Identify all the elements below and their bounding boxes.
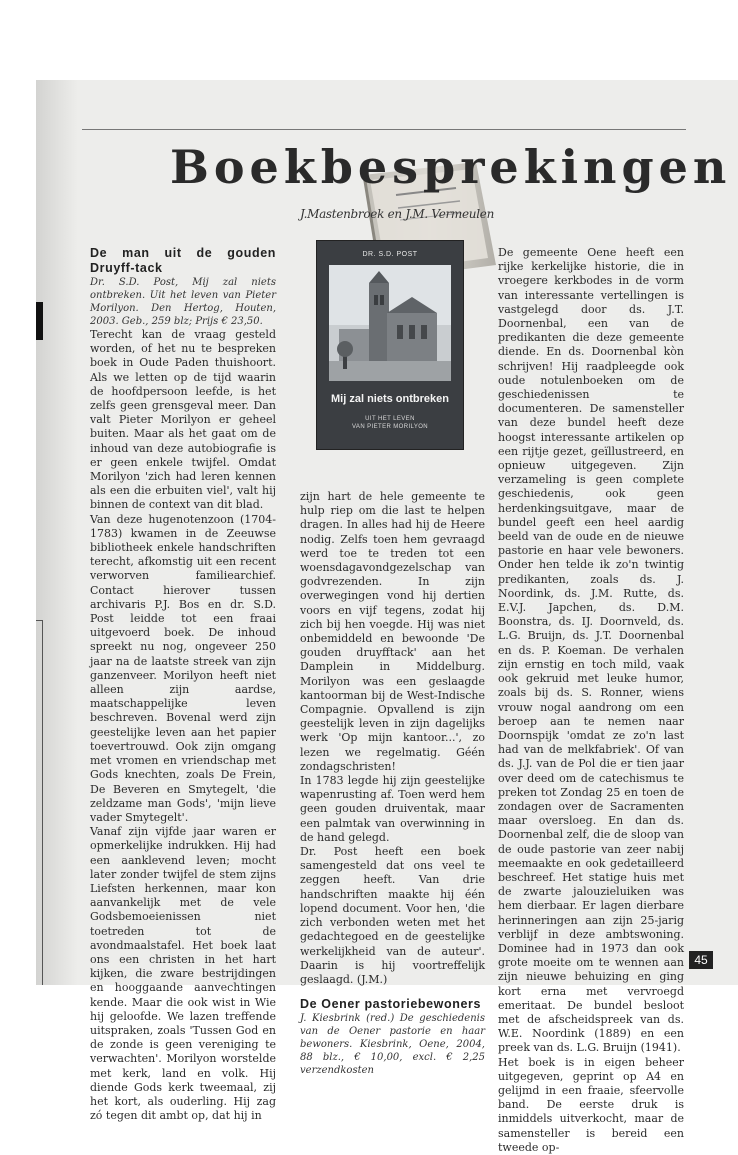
- book-reference: Dr. S.D. Post, Mij zal niets ontbreken. Uit het leven van Pieter Morilyon. Den Hertog, Houten, 2003. Geb., 259 blz; Prijs € 23,50.: [90, 277, 276, 327]
- column-middle: [300, 490, 485, 1077]
- edge-bracket: [36, 620, 43, 985]
- paragraph: De gemeente Oene heeft een rijke kerkelijke historie, die in vroegere kerkbodes in de vorm van interessante vertellingen is vastgelegd door ds. J.T. Doornenbal, een van de predikanten die deze gemeente diende. En ds. Doornenbal kòn schrijven! Hij raadpleegde ook oude notulenboeken om de geschiedenissen te documenteren. De samensteller van deze bundel heeft deze hoogst interessante artikelen op een rijtje gezet, geïllustreerd, en opnieuw uitgegeven. Zijn verzameling is geen complete geschiedenis, ook geen herdenkingsuitgave, maar de bundel geeft een heel aardig beeld van de oude en de nieuwe pastorie en haar vele bewoners. Onder hen telde ik zo'n twintig predikanten, zoals ds. J. Noordink, ds. J.M. Rutte, ds. E.V.J. Japchen, ds. D.M. Boonstra, ds. IJ. Doornveld, ds. L.G. Bruijn, ds. J.T. Doornenbal en ds. P. Koeman. De verhalen zijn ernstig en toch mild, vaak ook gekruid met leuke humor, zoals bij ds. S. Ronner, wiens vrouw nogal aandrong om een beroep aan te nemen naar Doornspijk 'omdat ze zo'n last had van de melkfabriek'. Of van ds. J.J. van de Pol die er tien jaar over deed om de catechismus te preken tot Zondag 25 en toen de zondagen over de Sacramenten maar oversloeg. En dan ds. Doornenbal zelf, die de sloop van de oude pastorie van zeer nabij meemaakte en ook gedetailleerd beschreef. Het statige huis met de zwarte jalouzieluiken was hem dierbaar. Er lagen dierbare herinneringen aan zijn 25-jarig verblijf in deze ambtswoning. Dominee had in 1973 dan ook grote moeite om te wennen aan zijn nieuwe behuizing en ging kort erna met vervroegd emeritaat. De bundel besloot met de afscheidspreek van ds. W.E. Noordink (1889) en een preek van ds. L.G. Bruijn (1941).: [498, 246, 684, 1055]
- page-number: 45: [689, 951, 713, 969]
- header-rule: [82, 129, 686, 130]
- paragraph: Dr. Post heeft een boek samengesteld dat ons veel te zeggen heeft. Van drie handschriften maakte hij één lopend document. Voor hen, 'die zich verbonden weten met het gedachtegoed en de geestelijke werkelijkheid van de auteur'. Daarin is hij voortreffelijk geslaagd. (J.M.): [300, 845, 485, 986]
- cover-subtitle: [317, 415, 463, 431]
- paragraph: Het boek is in eigen beheer uitgegeven, geprint op A4 en gelijmd in een fraaie, sfeervolle band. De eerste druk is inmiddels uitverkocht, maar de samensteller is bereid een tweede op-: [498, 1055, 684, 1154]
- paragraph: zijn hart de hele gemeente te hulp riep om die last te helpen dragen. In alles had hij de Heere nodig. Zelfs toen hem gevraagd werd toe te treden tot een woensdagavondgezelschap van godvrezenden. In zijn overwegingen vond hij dertien voors en vijf tegens, zodat hij zich bij hen voegde. Hij was niet onbemiddeld en bewoonde 'De gouden druyfftack' aan het Damplein in Middelburg. Morilyon was een geslaagde kantoorman bij de West-Indische Compagnie. Opvallend is zijn geestelijk leven in zijn dagelijks werk 'Op mijn kantoor...', zo lezen we regelmatig. Géén zondagschristen!: [300, 490, 485, 773]
- paragraph: Terecht kan de vraag gesteld worden, of het nu te bespreken boek in Oude Paden thuishoort. Als we letten op de tijd waarin de hoofdpersoon leefde, is het zelfs geen grensgeval meer. Dan valt Pieter Morilyon er geheel buiten. Maar als het gaat om de inhoud van deze autobiografie is er geen enkele twijfel. Omdat Morilyon 'zich had leren kennen als een die erbuiten viel', valt hij binnen de context van dit blad.: [90, 328, 276, 512]
- cover-subtitle-line: UIT HET LEVEN: [365, 416, 415, 422]
- cover-title: Mij zal niets ontbreken: [331, 393, 449, 405]
- paragraph: Van deze hugenotenzoon (1704-1783) kwamen in de Zeeuwse bibliotheek enkele handschriften terecht, afkomstig uit een recent verworven familiearchief. Contact hierover tussen archivaris P.J. Bos en dr. S.D. Post leidde tot een fraai uitgevoerd boek. De inhoud spreekt nu nog, ongeveer 250 jaar na de laatste streek van zijn ganzenveer. Morilyon heeft niet alleen zijn aardse, maatschappelijke leven beschreven. Bovenal werd zijn geestelijke leven aan het papier toevertrouwd. Ook zijn omgang met vromen en vriendschap met Gods knechten, zoals De Frein, De Beveren en Smytegelt, 'die zeldzame man Gods', 'mijn lieve vader Smytegelt'.: [90, 512, 276, 824]
- article-title: De man uit de gouden Druyff-tack: [90, 246, 276, 275]
- book-cover: [316, 240, 464, 450]
- column-left: [90, 246, 276, 1123]
- cover-subtitle-line: VAN PIETER MORILYON: [351, 424, 429, 430]
- paragraph: In 1783 legde hij zijn geestelijke wapenrusting af. Toen werd hem geen gouden druiventak, maar een palmtak van overwinning in de hand gelegd.: [300, 774, 485, 844]
- column-right: [498, 246, 684, 1155]
- paragraph: Vanaf zijn vijfde jaar waren er opmerkelijke indrukken. Hij had een aanklevend leven; mocht later zonder twijfel de stem zijns Liefsten herkennen, maar kon aanvankelijk met de vele Godsbemoeienissen niet toetreden tot de avondmaalstafel. Het boek laat ons een christen in het hart kijken, die zware bestrijdingen en hooggaande aanvechtingen kende. Maar die ook wist in Wie hij geloofde. We lazen treffende uitspraken, zoals 'Tussen God en de zonde is geen vereniging te verwachten'. Morilyon worstelde met kerk, land en volk. Hij diende Gods kerk tweemaal, zij het kort, als ouderling. Hij zag zó tegen dit ambt op, dat hij in: [90, 825, 276, 1123]
- cover-author: DR. S.D. POST: [362, 251, 418, 258]
- authors-line: J.Mastenbroek en J.M. Vermeulen: [300, 207, 495, 221]
- book-reference: J. Kiesbrink (red.) De geschiedenis van de Oener pastorie en haar bewoners. Kiesbrink, Oene, 2004, 88 blz., € 10,00, excl. € 2,25 verzendkosten: [300, 1013, 485, 1077]
- article-title: De Oener pastoriebewoners: [300, 997, 482, 1012]
- church-photo: [329, 265, 451, 381]
- edge-registration-mark: [36, 302, 43, 340]
- page-title: Boekbesprekingen: [170, 140, 732, 194]
